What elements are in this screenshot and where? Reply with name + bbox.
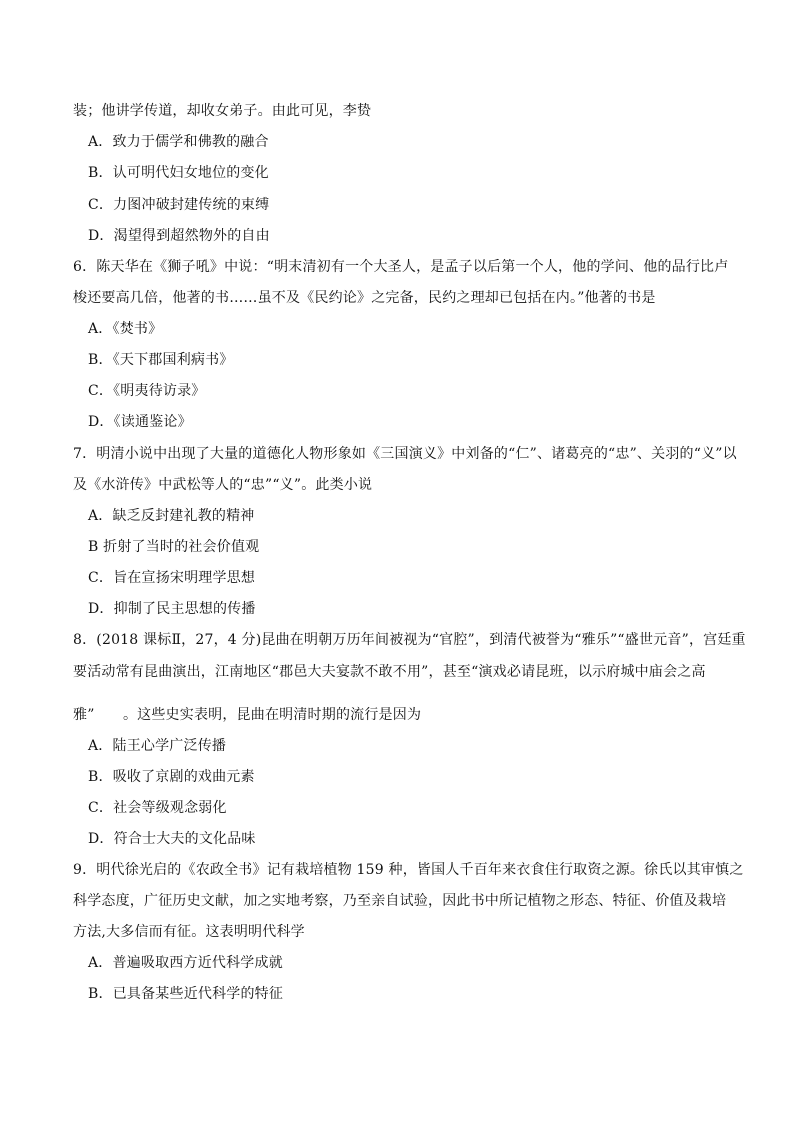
q8-option-a[interactable]: A．陆王心学广泛传播 — [88, 738, 227, 754]
q7-option-d[interactable]: D．抑制了民主思想的传播 — [88, 601, 256, 617]
q5-option-c[interactable]: C．力图冲破封建传统的束缚 — [88, 197, 270, 213]
q6-option-b[interactable]: B．《天下郡国利病书》 — [88, 352, 234, 368]
q9-option-a[interactable]: A．普遍吸取西方近代科学成就 — [88, 955, 283, 971]
q6-option-d[interactable]: D．《读通鉴论》 — [88, 414, 192, 430]
q8-stem-line-1: 8．(2018 课标Ⅱ，27，4 分)昆曲在明朝万历年间被视为“官腔”，到清代被誉为“雅乐”“盛世元音”，宫廷重 — [73, 632, 746, 648]
q8-stem-line-2: 要活动常有昆曲演出，江南地区“郡邑大夫宴款不敢不用”，甚至“演戏必请昆班，以示府城中庙会之高 — [73, 664, 706, 680]
q5-stem-tail: 装；他讲学传道，却收女弟子。由此可见，李贽 — [73, 103, 372, 119]
q8-option-d[interactable]: D．符合士大夫的文化品味 — [88, 831, 256, 847]
q8-stem-line-3: 雅” 。这些史实表明，昆曲在明清时期的流行是因为 — [73, 707, 422, 723]
q9-option-b[interactable]: B．已具备某些近代科学的特征 — [88, 986, 284, 1002]
q9-stem-line-1: 9．明代徐光启的《农政全书》记有栽培植物 159 种，皆国人千百年来衣食住行取资之源。徐氏以其审慎之 — [73, 862, 744, 878]
q7-stem-line-1: 7．明清小说中出现了大量的道德化人物形象如《三国演义》中刘备的“仁”、诸葛亮的“忠”、关羽的“义”以 — [73, 446, 737, 462]
q6-option-a[interactable]: A．《焚书》 — [88, 321, 163, 337]
q8-option-c[interactable]: C．社会等级观念弱化 — [88, 800, 227, 816]
q9-stem-line-2: 科学态度，广征历史文献，加之实地考察，乃至亲自试验，因此书中所记植物之形态、特征、价值及栽培 — [73, 893, 727, 909]
q7-option-b[interactable]: B 折射了当时的社会价值观 — [88, 539, 260, 555]
q7-option-c[interactable]: C．旨在宣扬宋明理学思想 — [88, 570, 256, 586]
q5-option-b[interactable]: B．认可明代妇女地位的变化 — [88, 165, 269, 181]
q5-option-d[interactable]: D．渴望得到超然物外的自由 — [88, 228, 270, 244]
q9-stem-line-3: 方法,大多信而有征。这表明明代科学 — [73, 924, 305, 940]
q6-stem-line-2: 梭还要高几倍，他著的书……虽不及《民约论》之完备，民约之理却已包括在内。”他著的书是 — [73, 290, 656, 306]
q7-stem-line-2: 及《水浒传》中武松等人的“忠”“义”。此类小说 — [73, 477, 373, 493]
q6-option-c[interactable]: C．《明夷待访录》 — [88, 383, 206, 399]
q6-stem-line-1: 6．陈天华在《狮子吼》中说：“明末清初有一个大圣人，是孟子以后第一个人，他的学问、他的品行比卢 — [73, 259, 729, 275]
q5-option-a[interactable]: A．致力于儒学和佛教的融合 — [88, 134, 269, 150]
q7-option-a[interactable]: A．缺乏反封建礼教的精神 — [88, 508, 255, 524]
q8-option-b[interactable]: B．吸收了京剧的戏曲元素 — [88, 769, 255, 785]
